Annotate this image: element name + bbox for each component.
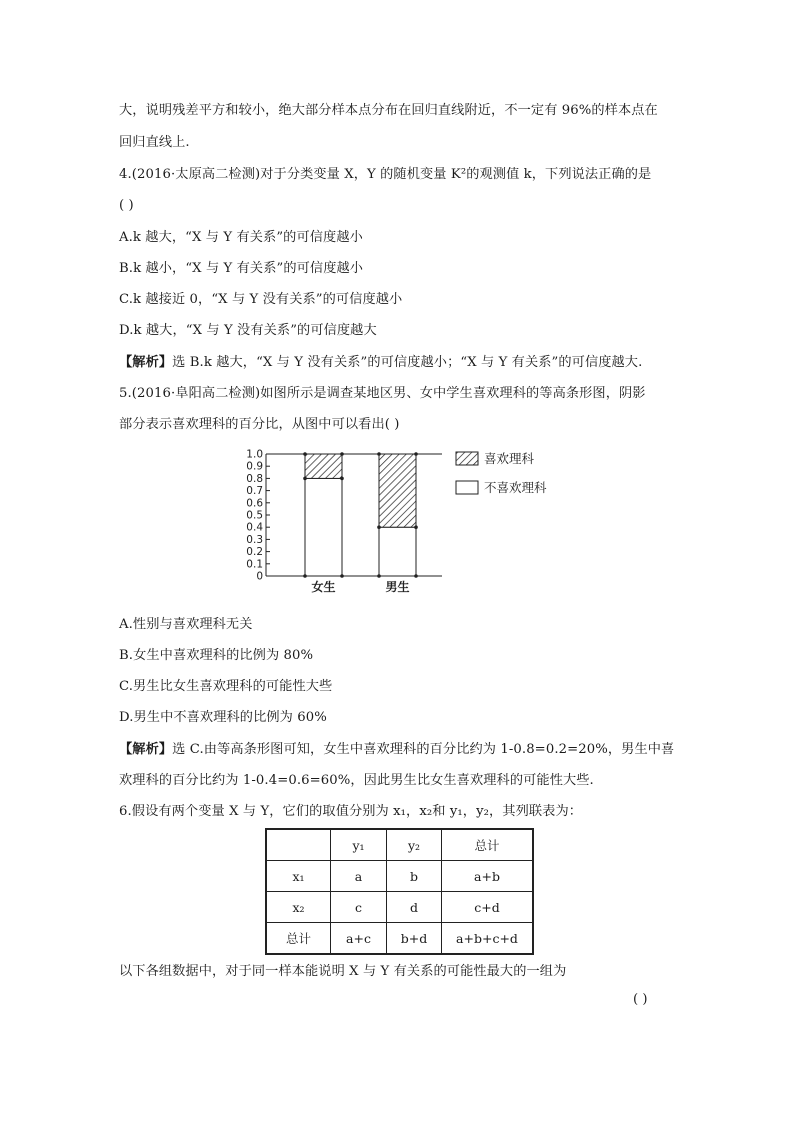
bar-liked [379, 454, 416, 527]
bar-vertex-dot [303, 452, 307, 456]
option-d: D.男生中不喜欢理科的比例为 60% [119, 710, 327, 725]
y-tick-label: 0.8 [246, 472, 263, 485]
table-cell: a+b+c+d [442, 923, 534, 955]
bar-vertex-dot [377, 452, 381, 456]
question-4-paren: ( ) [119, 198, 134, 213]
option-b: B.k 越小，“X 与 Y 有关系”的可信度越小 [119, 261, 364, 276]
option-c: C.k 越接近 0，“X 与 Y 没有关系”的可信度越小 [119, 292, 403, 307]
bar-vertex-dot [414, 574, 418, 578]
table-row [266, 861, 533, 892]
y-tick-label: 0.6 [246, 497, 263, 510]
table-cell: x₂ [266, 892, 331, 923]
analysis-line [119, 740, 674, 760]
y-tick-label: 0.4 [246, 521, 263, 534]
bar-vertex-dot [303, 574, 307, 578]
y-tick-label: 0.3 [246, 533, 263, 546]
table-cell: b [387, 861, 442, 892]
y-tick-label: 0 [256, 570, 263, 583]
legend-label: 不喜欢理科 [484, 480, 547, 495]
table-cell: a+c [331, 923, 387, 955]
table-header-cell: y₁ [331, 829, 387, 861]
table-cell: a [331, 861, 387, 892]
table-cell: a+b [442, 861, 534, 892]
table-row [266, 892, 533, 923]
table-cell: c [331, 892, 387, 923]
bar-not-liked [379, 527, 416, 576]
option-a: A.性别与喜欢理科无关 [119, 617, 253, 632]
bar-vertex-dot [340, 477, 344, 481]
y-tick-label: 0.9 [246, 460, 263, 473]
question-6-stem: 6.假设有两个变量 X 与 Y，它们的取值分别为 x₁，x₂和 y₁，y₂，其列联表为： [119, 804, 583, 819]
answer-paren: ( ) [633, 992, 648, 1007]
question-5-stem: 5.(2016·阜阳高二检测)如图所示是调查某地区男、女中学生喜欢理科的等高条形图，阴影 [119, 386, 646, 401]
y-tick-label: 0.2 [246, 546, 263, 559]
table-row [266, 923, 533, 955]
analysis-text: 选 B.k 越大，“X 与 Y 没有关系”的可信度越小；“X 与 Y 有关系”的可信度越大. [172, 355, 643, 370]
bar-vertex-dot [377, 525, 381, 529]
bar-vertex-dot [303, 477, 307, 481]
text-line: 大，说明残差平方和较小，绝大部分样本点分布在回归直线附近，不一定有 96%的样本点在 [119, 103, 658, 118]
table-cell: x₁ [266, 861, 331, 892]
bar-vertex-dot [414, 452, 418, 456]
table-cell: c+d [442, 892, 534, 923]
bar-not-liked [305, 478, 342, 576]
bar-vertex-dot [414, 525, 418, 529]
analysis-line [119, 353, 642, 373]
category-label: 男生 [385, 580, 410, 594]
text-line: 回归直线上. [119, 135, 190, 150]
bar-liked [305, 454, 342, 478]
option-c: C.男生比女生喜欢理科的可能性大些 [119, 679, 333, 694]
legend-swatch-liked [456, 452, 478, 465]
analysis-text: 选 C.由等高条形图可知，女生中喜欢理科的百分比约为 1-0.8=0.2=20%，男生中喜 [172, 742, 675, 757]
table-cell: b+d [387, 923, 442, 955]
analysis-label: 【解析】 [119, 742, 173, 757]
option-d: D.k 越大，“X 与 Y 没有关系”的可信度越大 [119, 323, 377, 338]
legend-swatch-not-liked [456, 481, 478, 494]
bar-vertex-dot [340, 452, 344, 456]
bar-vertex-dot [340, 574, 344, 578]
stacked-bar-chart [230, 446, 570, 596]
table-header-cell: y₂ [387, 829, 442, 861]
analysis-label: 【解析】 [119, 355, 173, 370]
table-cell: d [387, 892, 442, 923]
legend-label: 喜欢理科 [484, 451, 535, 466]
option-b: B.女生中喜欢理科的比例为 80% [119, 648, 314, 663]
option-a: A.k 越大，“X 与 Y 有关系”的可信度越小 [119, 230, 363, 245]
category-label: 女生 [311, 580, 336, 594]
contingency-table [265, 828, 534, 955]
analysis-line-2: 欢理科的百分比约为 1-0.4=0.6=60%，因此男生比女生喜欢理科的可能性大些. [119, 773, 594, 788]
table-cell: 总计 [266, 923, 331, 955]
y-tick-label: 0.5 [246, 509, 263, 522]
question-5-stem-2: 部分表示喜欢理科的百分比，从图中可以看出( ) [119, 417, 400, 432]
question-4-stem: 4.(2016·太原高二检测)对于分类变量 X，Y 的随机变量 K²的观测值 k，下列说法正确的是 [119, 167, 652, 182]
bar-vertex-dot [377, 574, 381, 578]
y-tick-label: 0.7 [246, 485, 263, 498]
table-header-cell [266, 829, 331, 861]
question-6-follow: 以下各组数据中，对于同一样本能说明 X 与 Y 有关系的可能性最大的一组为 [119, 964, 567, 979]
y-tick-label: 1.0 [246, 448, 263, 461]
table-header-row [266, 829, 533, 861]
y-tick-label: 0.1 [246, 558, 263, 571]
table-header-cell: 总计 [442, 829, 534, 861]
